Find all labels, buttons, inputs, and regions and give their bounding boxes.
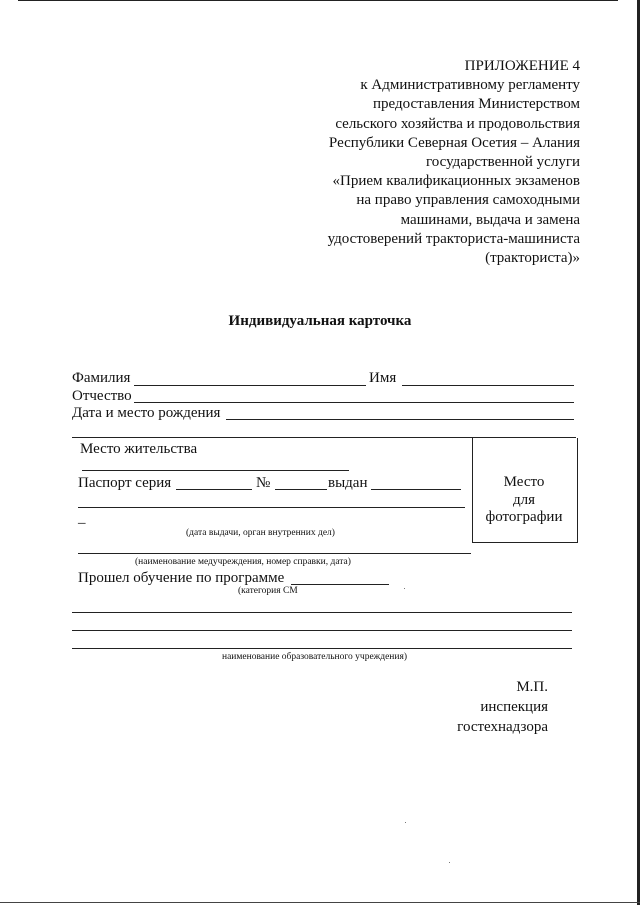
residence-field[interactable] [82, 470, 349, 471]
appendix-line: «Прием квалификационных экзаменов [332, 173, 580, 190]
appendix-line: на право управления самоходными [356, 192, 580, 209]
category-caption: (категория СМ [238, 586, 298, 596]
document-title: Индивидуальная карточка [228, 313, 412, 329]
scan-speck [404, 588, 405, 589]
passport-series-label: Паспорт серия [78, 475, 172, 491]
patronymic-field[interactable] [134, 402, 574, 403]
appendix-line: Республики Северная Осетия – Алания [328, 134, 580, 151]
appendix-line: государственной услуги [426, 154, 580, 171]
passport-number-sign: № [256, 475, 271, 491]
issue-details-field[interactable] [78, 507, 465, 508]
medical-field[interactable] [78, 553, 471, 554]
name-field[interactable] [402, 385, 574, 386]
photo-placeholder [472, 474, 576, 527]
scan-top-rule [18, 0, 618, 1]
name-label: Имя [369, 370, 397, 386]
surname-field[interactable] [134, 385, 366, 386]
patronymic-label: Отчество [72, 388, 132, 404]
appendix-line: удостоверений тракториста-машиниста [327, 230, 580, 247]
photo-text-line: Место [503, 474, 545, 490]
appendix-header [250, 57, 580, 268]
appendix-line: ПРИЛОЖЕНИЕ 4 [464, 58, 580, 74]
issue-caption: (дата выдачи, орган внутренних дел) [186, 528, 335, 538]
stamp-gostekhnadzor: гостехнадзора [457, 719, 548, 735]
medical-caption: (наименование медучреждения, номер справки, дата) [135, 557, 351, 567]
appendix-line: предоставления Министерством [373, 96, 580, 113]
school-line-3[interactable] [72, 648, 572, 649]
scan-speck [449, 862, 450, 863]
birth-label: Дата и место рождения [72, 405, 221, 421]
stamp-inspection: инспекция [480, 699, 548, 715]
passport-number-field[interactable] [275, 489, 327, 490]
photo-text-line: фотографии [485, 509, 563, 525]
appendix-line: к Административному регламенту [360, 77, 580, 94]
photo-text-line: для [512, 491, 536, 508]
passport-series-field[interactable] [176, 489, 252, 490]
school-line-1[interactable] [72, 612, 572, 613]
stamp-mp: М.П. [516, 679, 548, 695]
dash-mark: – [78, 515, 86, 531]
school-caption: наименование образовательного учреждения) [222, 652, 407, 662]
passport-issued-field[interactable] [371, 489, 461, 490]
scan-bottom-rule [0, 902, 640, 903]
scan-speck [405, 822, 406, 823]
birth-field[interactable] [226, 419, 574, 420]
training-label: Прошел обучение по программе [78, 570, 285, 586]
appendix-line: машинами, выдача и замена [400, 211, 580, 228]
surname-label: Фамилия [72, 370, 131, 386]
passport-issued-label: выдан [328, 475, 368, 491]
appendix-line: (тракториста)» [485, 250, 580, 267]
stamp-block [408, 677, 548, 737]
residence-label: Место жительства [80, 441, 198, 457]
school-line-2[interactable] [72, 630, 572, 631]
appendix-line: сельского хозяйства и продовольствия [335, 115, 580, 132]
training-program-field[interactable] [291, 584, 389, 585]
